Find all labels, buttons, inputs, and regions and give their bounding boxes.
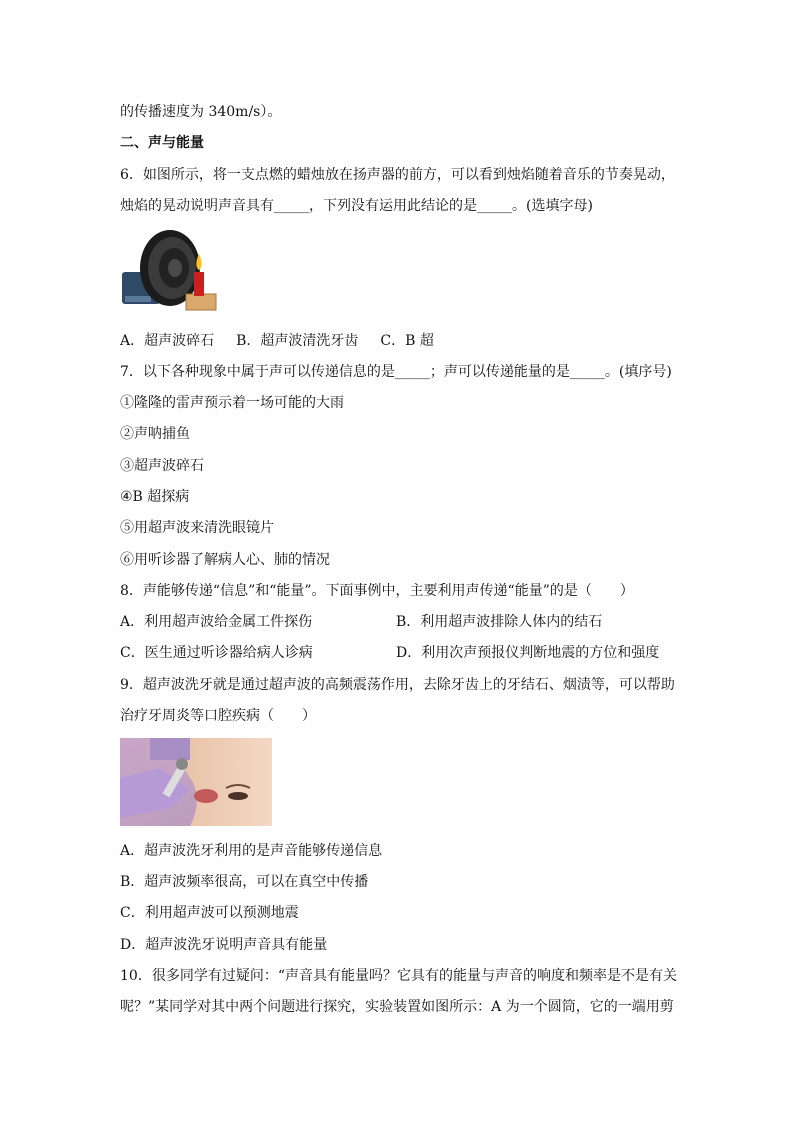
mouth	[194, 789, 218, 803]
section-title: 二、声与能量	[120, 135, 204, 151]
question-9-option: B．超声波频率很高，可以在真空中传播	[120, 874, 369, 890]
candle-stand	[186, 294, 216, 310]
question-6-text: 烛焰的晃动说明声音具有_____，下列没有运用此结论的是_____。(选填字母)	[120, 198, 593, 214]
question-7-item: ④B 超探病	[120, 489, 190, 505]
question-7-item: ③超声波碎石	[120, 458, 204, 474]
option-a: A．利用超声波给金属工件探伤	[120, 614, 313, 630]
question-10-text: 10．很多同学有过疑问：“声音具有能量吗？它具有的能量与声音的响度和频率是不是有关	[120, 968, 677, 984]
text-line: 的传播速度为 340m/s）。	[120, 104, 282, 120]
question-9-option: A．超声波洗牙利用的是声音能够传递信息	[120, 843, 383, 859]
speaker-candle-figure	[120, 226, 220, 314]
question-10-text: 呢？”某同学对其中两个问题进行探究，实验装置如图所示：A 为一个圆筒，它的一端用剪	[120, 999, 674, 1015]
question-6-options	[120, 331, 434, 351]
option-d: D．利用次声预报仪判断地震的方位和强度	[396, 645, 660, 661]
question-9-option: C．利用超声波可以预测地震	[120, 905, 299, 921]
option-c: C．B 超	[380, 333, 434, 349]
question-7-item: ⑤用超声波来清洗眼镜片	[120, 520, 274, 536]
question-9-text: 治疗牙周炎等口腔疾病（ ）	[120, 708, 316, 724]
eye	[228, 792, 248, 800]
question-7-item: ①隆隆的雷声预示着一场可能的大雨	[120, 395, 344, 411]
question-6-text: 6．如图所示，将一支点燃的蜡烛放在扬声器的前方，可以看到烛焰随着音乐的节奏晃动，	[120, 167, 675, 183]
question-9-text: 9．超声波洗牙就是通过超声波的高频震荡作用，去除牙齿上的牙结石、烟渍等，可以帮助	[120, 677, 675, 693]
question-8-options-row	[120, 612, 680, 632]
question-9-option: D．超声波洗牙说明声音具有能量	[120, 937, 328, 953]
question-7-item: ⑥用听诊器了解病人心、肺的情况	[120, 552, 330, 568]
question-7-text: 7．以下各种现象中属于声可以传递信息的是_____；声可以传递能量的是_____。(填序号)	[120, 364, 672, 380]
question-8-text: 8．声能够传递“信息”和“能量”。下面事例中，主要利用声传递“能量”的是（ ）	[120, 583, 634, 599]
option-b: B．超声波清洗牙齿	[236, 333, 359, 349]
question-7-item: ②声呐捕鱼	[120, 426, 190, 442]
option-a: A．超声波碎石	[120, 333, 215, 349]
candle	[194, 272, 204, 296]
question-8-options-row	[120, 643, 680, 663]
dental-cleaning-photo	[120, 738, 272, 826]
option-b: B．利用超声波排除人体内的结石	[396, 614, 603, 630]
option-c: C．医生通过听诊器给病人诊病	[120, 645, 313, 661]
